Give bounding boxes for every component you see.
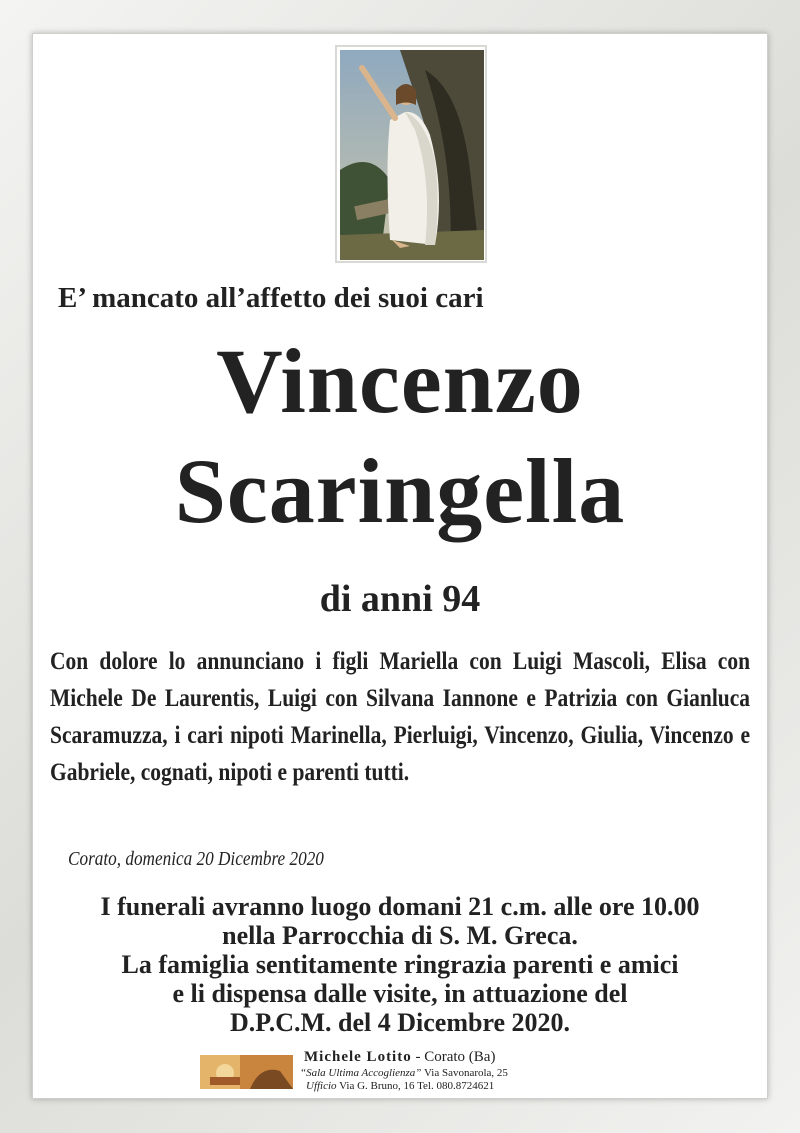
deceased-last-name: Scaringella [174, 440, 626, 542]
risen-christ-image [340, 50, 484, 260]
notice-date: Corato, domenica 20 Dicembre 2020 [68, 848, 324, 870]
funeral-details [0, 892, 800, 1037]
funeral-home-logo-image [200, 1055, 293, 1089]
office-label: Ufficio [306, 1080, 337, 1092]
funeral-line: I funerali avranno luogo domani 21 c.m. alle ore 10.00 [100, 892, 700, 921]
hall-address: Via Savonarola, 25 [421, 1067, 508, 1079]
intro-text: E’ mancato all’affetto dei suoi cari [58, 282, 484, 314]
funeral-home-city: - Corato (Ba) [411, 1049, 496, 1065]
announcement-body: Con dolore lo annunciano i figli Mariella con Luigi Mascoli, Elisa con Michele De Laurentis, Luigi con Silvana Iannone e Patrizia con Gianluca Scaramuzza, i cari nipoti Marinella, Pierluigi, Vincenzo, Giulia, Vincenzo e Gabriele, cognati, nipoti e parenti tutti. [50, 648, 751, 786]
funeral-line: La famiglia sentitamente ringrazia parenti e amici [121, 950, 679, 979]
office-address: Via G. Bruno, 16 Tel. 080.8724621 [336, 1080, 495, 1092]
hall-name: “Sala Ultima Accoglienza” [300, 1067, 422, 1079]
funeral-home-hall [300, 1067, 508, 1079]
funeral-line: nella Parrocchia di S. M. Greca. [222, 921, 578, 950]
funeral-line: e li dispensa dalle visite, in attuazione del [172, 979, 628, 1008]
deceased-first-name: Vincenzo [216, 330, 584, 432]
funeral-home-name [304, 1049, 495, 1066]
deceased-age: di anni 94 [319, 578, 481, 620]
religious-image-frame [335, 45, 487, 263]
funeral-line: D.P.C.M. del 4 Dicembre 2020. [229, 1008, 571, 1037]
funeral-home-office [306, 1080, 494, 1092]
funeral-home-company: Michele Lotito [304, 1049, 412, 1065]
